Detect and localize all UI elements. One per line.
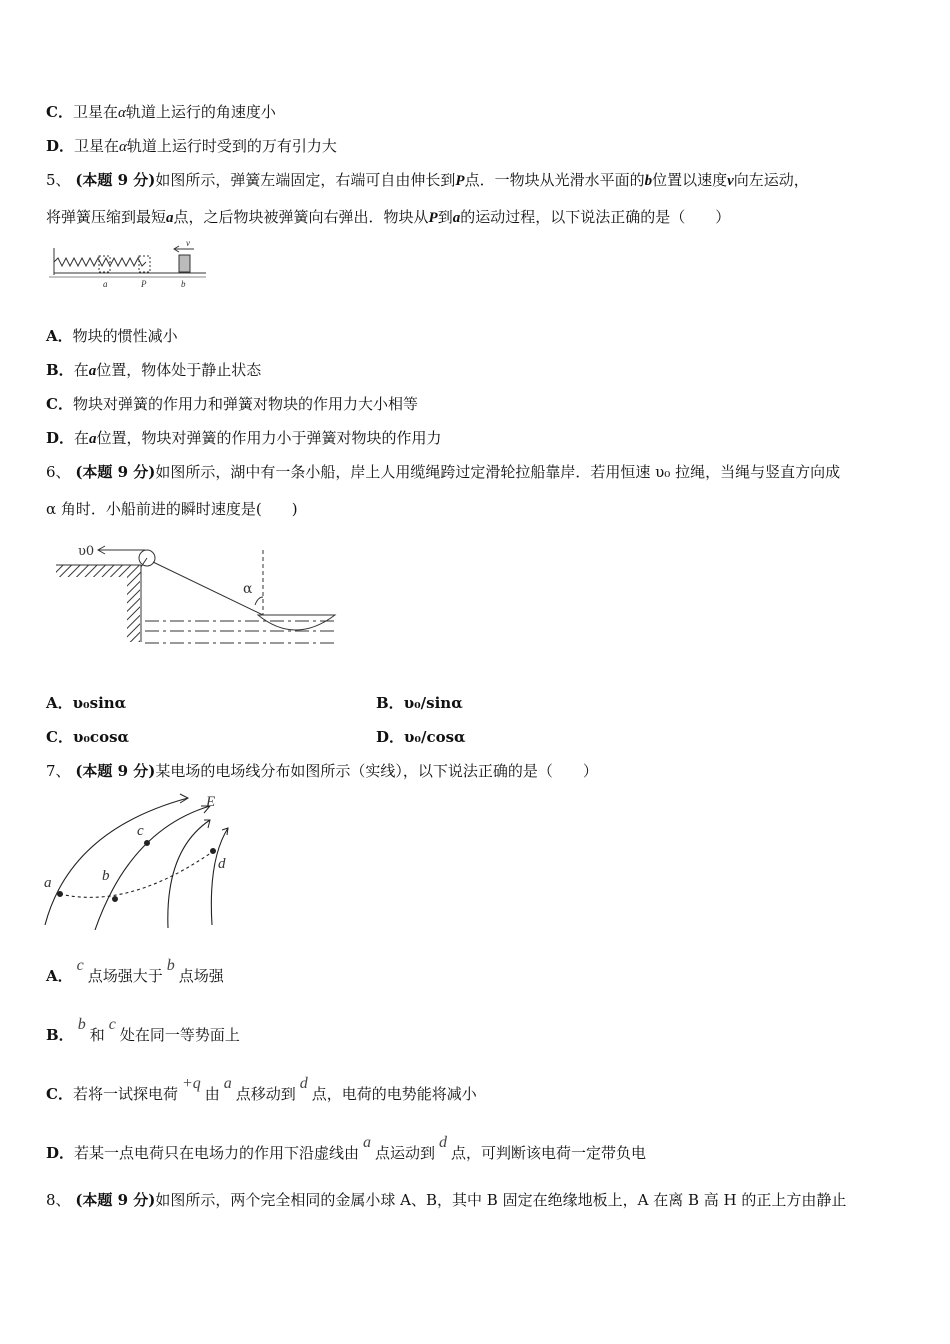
point-d <box>211 849 216 854</box>
q4-option-d: D．卫星在α轨道上运行时受到的万有引力大 <box>46 137 337 155</box>
q8-stem: 8、 (本题 9 分)如图所示，两个完全相同的金属小球 A、B，其中 B 固定在绝缘地板上，A 在离 B 高 H 的正上方由静止 <box>46 1191 847 1209</box>
point-a <box>58 892 63 897</box>
q7-option-c: C．若将一试探电荷+q由a点移动到d点，电荷的电势能将减小 <box>46 1075 477 1103</box>
label-d: d <box>218 856 226 872</box>
field-line-1 <box>45 798 188 925</box>
q5-stem-line1: 5、 (本题 9 分)如图所示，弹簧左端固定，右端可自由伸长到P点．一物块从光滑水平面的b位置以速度v向左运动， <box>46 171 809 189</box>
shore-top <box>56 565 141 577</box>
q6-option-b: B．υ₀/sinα <box>376 694 463 712</box>
shore-wall <box>127 577 140 642</box>
q6-option-a: A．υ₀sinα <box>46 694 127 712</box>
label-e: E <box>206 794 216 810</box>
label-b: b <box>102 868 110 884</box>
label-a: a <box>44 875 52 891</box>
q5-option-d: D．在a位置，物块对弹簧的作用力小于弹簧对物块的作用力 <box>46 429 442 447</box>
label-a: a <box>103 279 108 289</box>
label-b: b <box>181 279 186 289</box>
q6-option-c: C．υ₀cosα <box>46 728 130 746</box>
point-c <box>145 841 150 846</box>
q6-boat-figure <box>50 535 345 650</box>
q5-option-c: C．物块对弹簧的作用力和弹簧对物块的作用力大小相等 <box>46 395 418 413</box>
field-line-2 <box>95 806 210 930</box>
label-c: c <box>137 823 144 839</box>
alpha-label: α <box>243 581 253 597</box>
q7-option-a: A．c点场强大于b点场强 <box>46 957 224 985</box>
point-b <box>113 897 118 902</box>
field-line-4 <box>211 828 228 925</box>
q5-stem-line2: 将弹簧压缩到最短a点，之后物块被弹簧向右弹出．物块从P到a的运动过程，以下说法正确的是（ ） <box>46 208 731 226</box>
boat <box>258 615 335 630</box>
q5-option-a: A．物块的惯性减小 <box>46 327 178 345</box>
dashed-trajectory <box>60 850 215 897</box>
q6-stem-line1: 6、 (本题 9 分)如图所示，湖中有一条小船，岸上人用缆绳跨过定滑轮拉船靠岸．若用恒速 υ₀ 拉绳，当绳与竖直方向成 <box>46 463 841 481</box>
q6-stem-line2: α 角时．小船前进的瞬时速度是( ) <box>46 500 298 518</box>
q4-option-c: C．卫星在α轨道上运行的角速度小 <box>46 103 276 121</box>
block <box>179 255 190 272</box>
q6-option-d: D．υ₀/cosα <box>376 728 466 746</box>
v0-label: υ0 <box>78 544 95 559</box>
q7-option-b: B．b和c处在同一等势面上 <box>46 1016 240 1044</box>
q7-field-figure <box>40 790 240 930</box>
q5-option-b: B．在a位置，物体处于静止状态 <box>46 361 262 379</box>
spring-coil <box>54 258 146 266</box>
q5-spring-figure <box>46 240 216 295</box>
label-v: v <box>186 240 190 248</box>
label-p: P <box>141 279 147 289</box>
field-line-3 <box>168 820 210 928</box>
q7-stem: 7、 (本题 9 分)某电场的电场线分布如图所示（实线），以下说法正确的是（ ） <box>46 762 598 780</box>
q7-option-d: D．若某一点电荷只在电场力的作用下沿虚线由a点运动到d点，可判断该电荷一定带负电 <box>46 1134 647 1162</box>
